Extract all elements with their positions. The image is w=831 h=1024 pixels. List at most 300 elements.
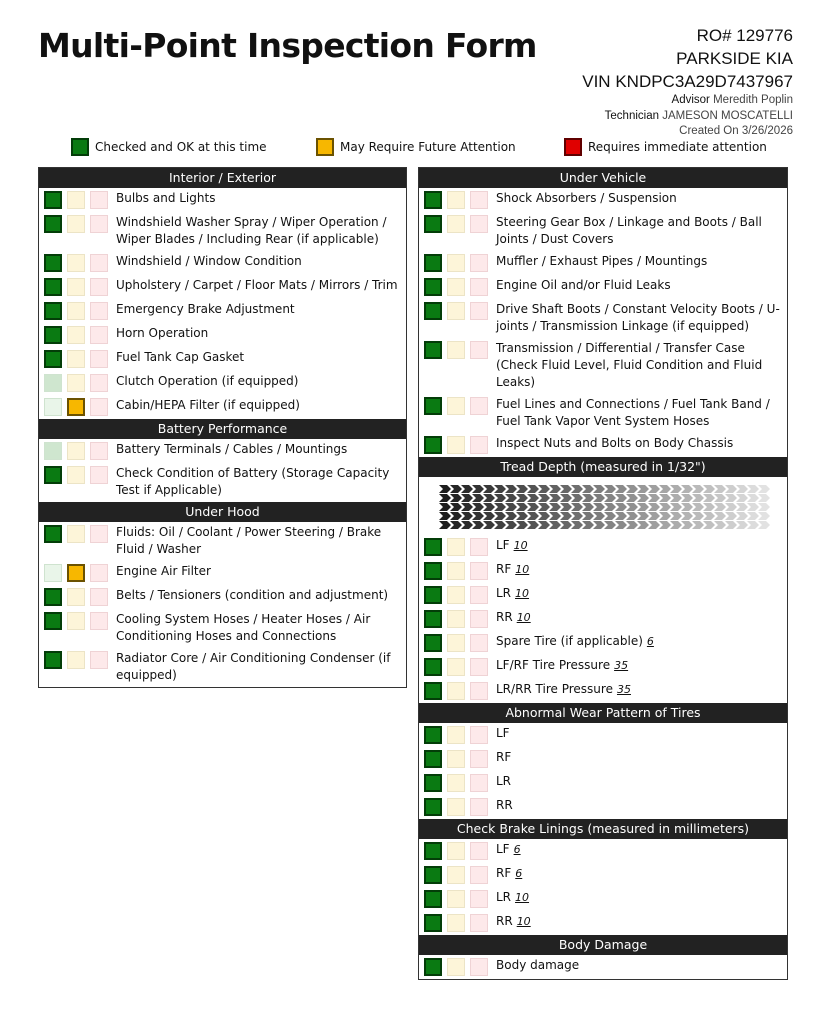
inspection-row <box>39 648 406 687</box>
inspection-row <box>419 795 787 819</box>
tread-chevron <box>494 512 506 520</box>
tread-chevron <box>747 485 759 493</box>
status-checkboxes <box>44 373 113 392</box>
red-status-box[interactable] <box>90 466 108 484</box>
tread-chevron <box>571 521 583 529</box>
green-status-box[interactable] <box>44 191 62 209</box>
red-status-box[interactable] <box>470 436 488 454</box>
item-text <box>113 253 302 270</box>
yellow-status-box[interactable] <box>447 958 465 976</box>
tread-chevron <box>527 485 539 493</box>
tread-chevron <box>549 485 561 493</box>
yellow-status-box[interactable] <box>447 610 465 628</box>
yellow-status-box[interactable] <box>67 564 85 582</box>
red-status-box[interactable] <box>470 191 488 209</box>
red-status-box[interactable] <box>470 866 488 884</box>
tread-chevron <box>714 494 726 502</box>
yellow-status-box[interactable] <box>447 842 465 860</box>
red-status-box[interactable] <box>470 798 488 816</box>
item-text <box>113 611 406 645</box>
red-status-box[interactable] <box>90 651 108 669</box>
tread-chevron <box>560 512 572 520</box>
red-status-box[interactable] <box>90 612 108 630</box>
green-status-box[interactable] <box>424 890 442 908</box>
brake-lining-items <box>419 839 787 935</box>
red-status-box[interactable] <box>470 254 488 272</box>
tread-chevron <box>681 485 693 493</box>
green-status-box[interactable] <box>44 302 62 320</box>
tread-chevron <box>670 512 682 520</box>
yellow-status-box[interactable] <box>447 658 465 676</box>
status-checkboxes <box>424 633 493 652</box>
red-status-box[interactable] <box>470 397 488 415</box>
green-status-box[interactable] <box>424 538 442 556</box>
status-legend <box>0 138 831 158</box>
tread-chevron <box>494 494 506 502</box>
tread-chevron <box>637 512 649 520</box>
item-text <box>493 957 579 974</box>
inspection-row <box>39 323 406 347</box>
item-label: LR <box>496 774 512 788</box>
inspection-row <box>419 433 787 457</box>
battery-items <box>39 439 406 502</box>
ro-number: 129776 <box>736 26 793 45</box>
yellow-status-box[interactable] <box>67 651 85 669</box>
red-status-box[interactable] <box>90 564 108 582</box>
item-text <box>113 465 406 499</box>
yellow-status-box[interactable] <box>67 466 85 484</box>
item-text <box>113 190 215 207</box>
item-text <box>493 633 654 650</box>
yellow-status-box[interactable] <box>447 682 465 700</box>
yellow-status-box[interactable] <box>447 914 465 932</box>
tread-chevron <box>461 485 473 493</box>
red-status-box[interactable] <box>470 215 488 233</box>
red-status-box[interactable] <box>470 682 488 700</box>
red-status-box[interactable] <box>90 374 108 392</box>
tread-chevron <box>703 512 715 520</box>
red-status-box[interactable] <box>470 958 488 976</box>
red-status-box[interactable] <box>90 398 108 416</box>
yellow-status-box[interactable] <box>447 562 465 580</box>
wear-pattern-items <box>419 723 787 819</box>
tread-chevron <box>604 521 616 529</box>
tread-chevron <box>527 512 539 520</box>
tread-chevron <box>758 503 770 511</box>
tread-chevron <box>527 494 539 502</box>
item-text <box>493 396 787 430</box>
item-label: Inspect Nuts and Bolts on Body Chassis <box>496 436 734 450</box>
status-checkboxes <box>44 650 113 669</box>
yellow-status-box[interactable] <box>447 798 465 816</box>
tread-chevron <box>439 494 451 502</box>
tread-chevron <box>516 512 528 520</box>
tread-chevron <box>516 521 528 529</box>
tread-chevron <box>703 521 715 529</box>
item-label: LF/RF Tire Pressure <box>496 658 611 672</box>
red-status-box[interactable] <box>470 278 488 296</box>
tread-chevron <box>725 512 737 520</box>
green-status-box[interactable] <box>424 586 442 604</box>
yellow-status-box[interactable] <box>447 215 465 233</box>
tread-chevron <box>450 485 462 493</box>
yellow-status-box[interactable] <box>447 191 465 209</box>
tread-chevron <box>648 521 660 529</box>
green-status-box[interactable] <box>424 397 442 415</box>
tread-chevron <box>615 521 627 529</box>
green-status-box[interactable] <box>424 842 442 860</box>
tread-chevron <box>450 494 462 502</box>
yellow-status-box[interactable] <box>67 215 85 233</box>
inspection-row <box>39 275 406 299</box>
red-status-box[interactable] <box>470 658 488 676</box>
item-text <box>493 585 529 602</box>
tread-chevron <box>571 503 583 511</box>
green-status-box[interactable] <box>424 191 442 209</box>
green-status-box[interactable] <box>44 254 62 272</box>
yellow-status-box[interactable] <box>447 726 465 744</box>
item-text <box>113 349 244 366</box>
measurement-value: 6 <box>646 635 654 648</box>
tread-chevron <box>582 512 594 520</box>
item-label: Clutch Operation (if equipped) <box>116 374 299 388</box>
tread-chevron <box>472 512 484 520</box>
measurement-value: 10 <box>515 587 530 600</box>
green-status-box[interactable] <box>424 750 442 768</box>
tread-chevron <box>516 503 528 511</box>
red-swatch-icon <box>564 138 582 156</box>
tread-chevron <box>659 512 671 520</box>
green-status-box[interactable] <box>424 774 442 792</box>
green-status-box[interactable] <box>44 350 62 368</box>
red-status-box[interactable] <box>90 442 108 460</box>
item-text <box>113 277 398 294</box>
status-checkboxes <box>424 773 493 792</box>
item-label: Cabin/HEPA Filter (if equipped) <box>116 398 300 412</box>
ro-label: RO# <box>696 26 732 45</box>
section-title-wear-pattern: Abnormal Wear Pattern of Tires <box>419 703 787 723</box>
status-checkboxes <box>424 609 493 628</box>
yellow-status-box[interactable] <box>447 278 465 296</box>
advisor-name: Meredith Poplin <box>713 94 793 106</box>
red-status-box[interactable] <box>90 326 108 344</box>
green-status-box[interactable] <box>424 562 442 580</box>
yellow-status-box[interactable] <box>67 398 85 416</box>
item-text <box>493 749 511 766</box>
red-status-box[interactable] <box>90 588 108 606</box>
tread-chevron <box>681 521 693 529</box>
tread-chevron <box>505 512 517 520</box>
item-label: Transmission / Differential / Transfer Case (Check Fluid Level, Fluid Condition and Fluid Leaks) <box>496 341 763 389</box>
tread-chevron <box>505 494 517 502</box>
tire-tread-icon <box>419 477 789 535</box>
red-status-box[interactable] <box>470 914 488 932</box>
red-status-box[interactable] <box>470 774 488 792</box>
tread-chevron <box>692 494 704 502</box>
tread-chevron <box>659 494 671 502</box>
yellow-status-box[interactable] <box>67 302 85 320</box>
red-status-box[interactable] <box>470 562 488 580</box>
inspection-row <box>39 609 406 648</box>
yellow-status-box[interactable] <box>447 302 465 320</box>
item-label: LR <box>496 890 512 904</box>
yellow-status-box[interactable] <box>447 436 465 454</box>
item-label: Radiator Core / Air Conditioning Condenser (if equipped) <box>116 651 391 682</box>
tread-chevron <box>626 503 638 511</box>
red-status-box[interactable] <box>90 350 108 368</box>
item-label: Fluids: Oil / Coolant / Power Steering / Brake Fluid / Washer <box>116 525 382 556</box>
green-status-box[interactable] <box>424 658 442 676</box>
red-status-box[interactable] <box>470 726 488 744</box>
item-text <box>493 561 529 578</box>
red-status-box[interactable] <box>470 610 488 628</box>
green-status-box[interactable] <box>44 651 62 669</box>
status-checkboxes <box>44 277 113 296</box>
tread-chevron <box>626 521 638 529</box>
yellow-status-box[interactable] <box>67 588 85 606</box>
tread-chevron <box>472 521 484 529</box>
status-checkboxes <box>424 396 493 415</box>
green-status-box[interactable] <box>424 726 442 744</box>
yellow-status-box[interactable] <box>447 774 465 792</box>
tread-chevron <box>736 485 748 493</box>
inspection-row <box>419 299 787 338</box>
yellow-status-box[interactable] <box>67 525 85 543</box>
tread-chevron <box>450 512 462 520</box>
inspection-row <box>419 607 787 631</box>
green-status-box[interactable] <box>44 326 62 344</box>
under-vehicle-items <box>419 188 787 457</box>
yellow-status-box[interactable] <box>67 374 85 392</box>
tread-chevron <box>582 503 594 511</box>
tread-chevron <box>681 494 693 502</box>
red-status-box[interactable] <box>470 302 488 320</box>
red-status-box[interactable] <box>470 890 488 908</box>
item-label: Shock Absorbers / Suspension <box>496 191 677 205</box>
inspection-row <box>419 911 787 935</box>
item-label: LR <box>496 586 512 600</box>
item-text <box>493 889 529 906</box>
green-status-box[interactable] <box>44 374 62 392</box>
yellow-status-box[interactable] <box>67 278 85 296</box>
red-status-box[interactable] <box>90 302 108 320</box>
red-status-box[interactable] <box>470 750 488 768</box>
green-status-box[interactable] <box>424 798 442 816</box>
green-status-box[interactable] <box>44 278 62 296</box>
inspection-row <box>39 347 406 371</box>
yellow-status-box[interactable] <box>447 750 465 768</box>
measurement-value: 35 <box>616 683 631 696</box>
vin-label: VIN <box>582 72 611 91</box>
tread-chevron <box>736 494 748 502</box>
measurement-value: 35 <box>614 659 629 672</box>
green-status-box[interactable] <box>44 398 62 416</box>
green-status-box[interactable] <box>424 278 442 296</box>
status-checkboxes <box>424 865 493 884</box>
measurement-value: 6 <box>513 843 521 856</box>
section-title-under-vehicle: Under Vehicle <box>419 168 787 188</box>
status-checkboxes <box>44 524 113 543</box>
yellow-status-box[interactable] <box>67 254 85 272</box>
red-status-box[interactable] <box>470 842 488 860</box>
tread-chevron <box>593 485 605 493</box>
item-text <box>493 657 628 674</box>
status-checkboxes <box>424 725 493 744</box>
inspection-row <box>419 679 787 703</box>
yellow-status-box[interactable] <box>447 634 465 652</box>
green-status-box[interactable] <box>424 341 442 359</box>
green-status-box[interactable] <box>44 612 62 630</box>
item-text <box>493 773 511 790</box>
yellow-status-box[interactable] <box>447 586 465 604</box>
item-text <box>493 435 733 452</box>
tread-chevron <box>593 503 605 511</box>
tread-chevron <box>670 503 682 511</box>
yellow-status-box[interactable] <box>447 254 465 272</box>
item-text <box>493 214 787 248</box>
red-status-box[interactable] <box>90 215 108 233</box>
red-status-box[interactable] <box>90 525 108 543</box>
inspection-row <box>419 251 787 275</box>
green-status-box[interactable] <box>44 442 62 460</box>
tread-chevron <box>571 494 583 502</box>
tread-chevron <box>648 485 660 493</box>
status-checkboxes <box>424 561 493 580</box>
tread-chevron <box>681 512 693 520</box>
status-checkboxes <box>44 465 113 484</box>
green-status-box[interactable] <box>424 914 442 932</box>
green-status-box[interactable] <box>424 634 442 652</box>
tread-chevron <box>527 503 539 511</box>
status-checkboxes <box>424 214 493 233</box>
status-checkboxes <box>424 657 493 676</box>
green-status-box[interactable] <box>424 682 442 700</box>
red-status-box[interactable] <box>470 538 488 556</box>
measurement-value: 10 <box>516 915 531 928</box>
inspection-row <box>419 887 787 911</box>
tread-chevron <box>670 521 682 529</box>
inspection-row <box>419 747 787 771</box>
green-status-box[interactable] <box>44 588 62 606</box>
tread-chevron <box>714 512 726 520</box>
yellow-status-box[interactable] <box>447 397 465 415</box>
tread-chevron <box>692 512 704 520</box>
yellow-status-box[interactable] <box>447 538 465 556</box>
tread-chevron <box>516 494 528 502</box>
green-status-box[interactable] <box>424 302 442 320</box>
tread-chevron <box>450 503 462 511</box>
red-status-box[interactable] <box>90 191 108 209</box>
item-text <box>493 913 531 930</box>
red-status-box[interactable] <box>470 634 488 652</box>
tread-chevron <box>439 485 451 493</box>
tread-chevron <box>747 503 759 511</box>
yellow-status-box[interactable] <box>67 612 85 630</box>
inspection-row <box>39 371 406 395</box>
tread-chevron <box>538 494 550 502</box>
tread-chevron <box>461 494 473 502</box>
green-status-box[interactable] <box>424 254 442 272</box>
inspection-row <box>39 395 406 419</box>
tread-chevron <box>483 485 495 493</box>
yellow-status-box[interactable] <box>447 341 465 359</box>
green-status-box[interactable] <box>44 215 62 233</box>
inspection-row <box>39 522 406 561</box>
tread-chevron <box>472 494 484 502</box>
item-text <box>113 441 347 458</box>
item-label: RF <box>496 866 512 880</box>
red-status-box[interactable] <box>90 254 108 272</box>
green-status-box[interactable] <box>44 525 62 543</box>
technician-line <box>582 109 793 125</box>
green-status-box[interactable] <box>424 610 442 628</box>
green-status-box[interactable] <box>424 436 442 454</box>
tread-chevron <box>527 521 539 529</box>
tread-chevron <box>637 503 649 511</box>
item-text <box>113 325 208 342</box>
yellow-status-box[interactable] <box>447 890 465 908</box>
inspection-row <box>39 188 406 212</box>
interior-items <box>39 188 406 419</box>
tread-chevron <box>494 485 506 493</box>
dealer-name: PARKSIDE KIA <box>676 49 793 68</box>
section-title-brake-linings: Check Brake Linings (measured in millimeters) <box>419 819 787 839</box>
item-label: RR <box>496 610 513 624</box>
inspection-row <box>419 583 787 607</box>
inspection-row <box>39 212 406 251</box>
section-title-interior: Interior / Exterior <box>39 168 406 188</box>
item-label: LR/RR Tire Pressure <box>496 682 613 696</box>
item-label: RF <box>496 562 512 576</box>
tread-chevron <box>670 494 682 502</box>
green-status-box[interactable] <box>44 466 62 484</box>
green-status-box[interactable] <box>424 958 442 976</box>
inspection-row <box>419 955 787 979</box>
yellow-status-box[interactable] <box>67 191 85 209</box>
item-text <box>493 797 513 814</box>
technician-label: Technician <box>604 109 659 122</box>
red-status-box[interactable] <box>470 586 488 604</box>
green-status-box[interactable] <box>424 866 442 884</box>
yellow-status-box[interactable] <box>447 866 465 884</box>
item-text <box>113 524 406 558</box>
inspection-row <box>39 463 406 502</box>
item-label: Engine Air Filter <box>116 564 211 578</box>
inspection-row <box>419 188 787 212</box>
item-text <box>493 253 707 270</box>
tread-chevron <box>604 494 616 502</box>
section-title-body-damage: Body Damage <box>419 935 787 955</box>
tread-chevron <box>659 485 671 493</box>
under-hood-items <box>39 522 406 687</box>
yellow-status-box[interactable] <box>67 350 85 368</box>
legend-future <box>316 138 516 156</box>
tread-chevron <box>615 494 627 502</box>
green-status-box[interactable] <box>424 215 442 233</box>
red-status-box[interactable] <box>90 278 108 296</box>
yellow-status-box[interactable] <box>67 442 85 460</box>
inspection-row <box>39 251 406 275</box>
status-checkboxes <box>424 913 493 932</box>
green-status-box[interactable] <box>44 564 62 582</box>
inspection-row <box>419 631 787 655</box>
measurement-value: 10 <box>515 891 530 904</box>
yellow-status-box[interactable] <box>67 326 85 344</box>
tread-chevron <box>648 494 660 502</box>
measurement-value: 10 <box>515 563 530 576</box>
item-text <box>113 301 295 318</box>
red-status-box[interactable] <box>470 341 488 359</box>
